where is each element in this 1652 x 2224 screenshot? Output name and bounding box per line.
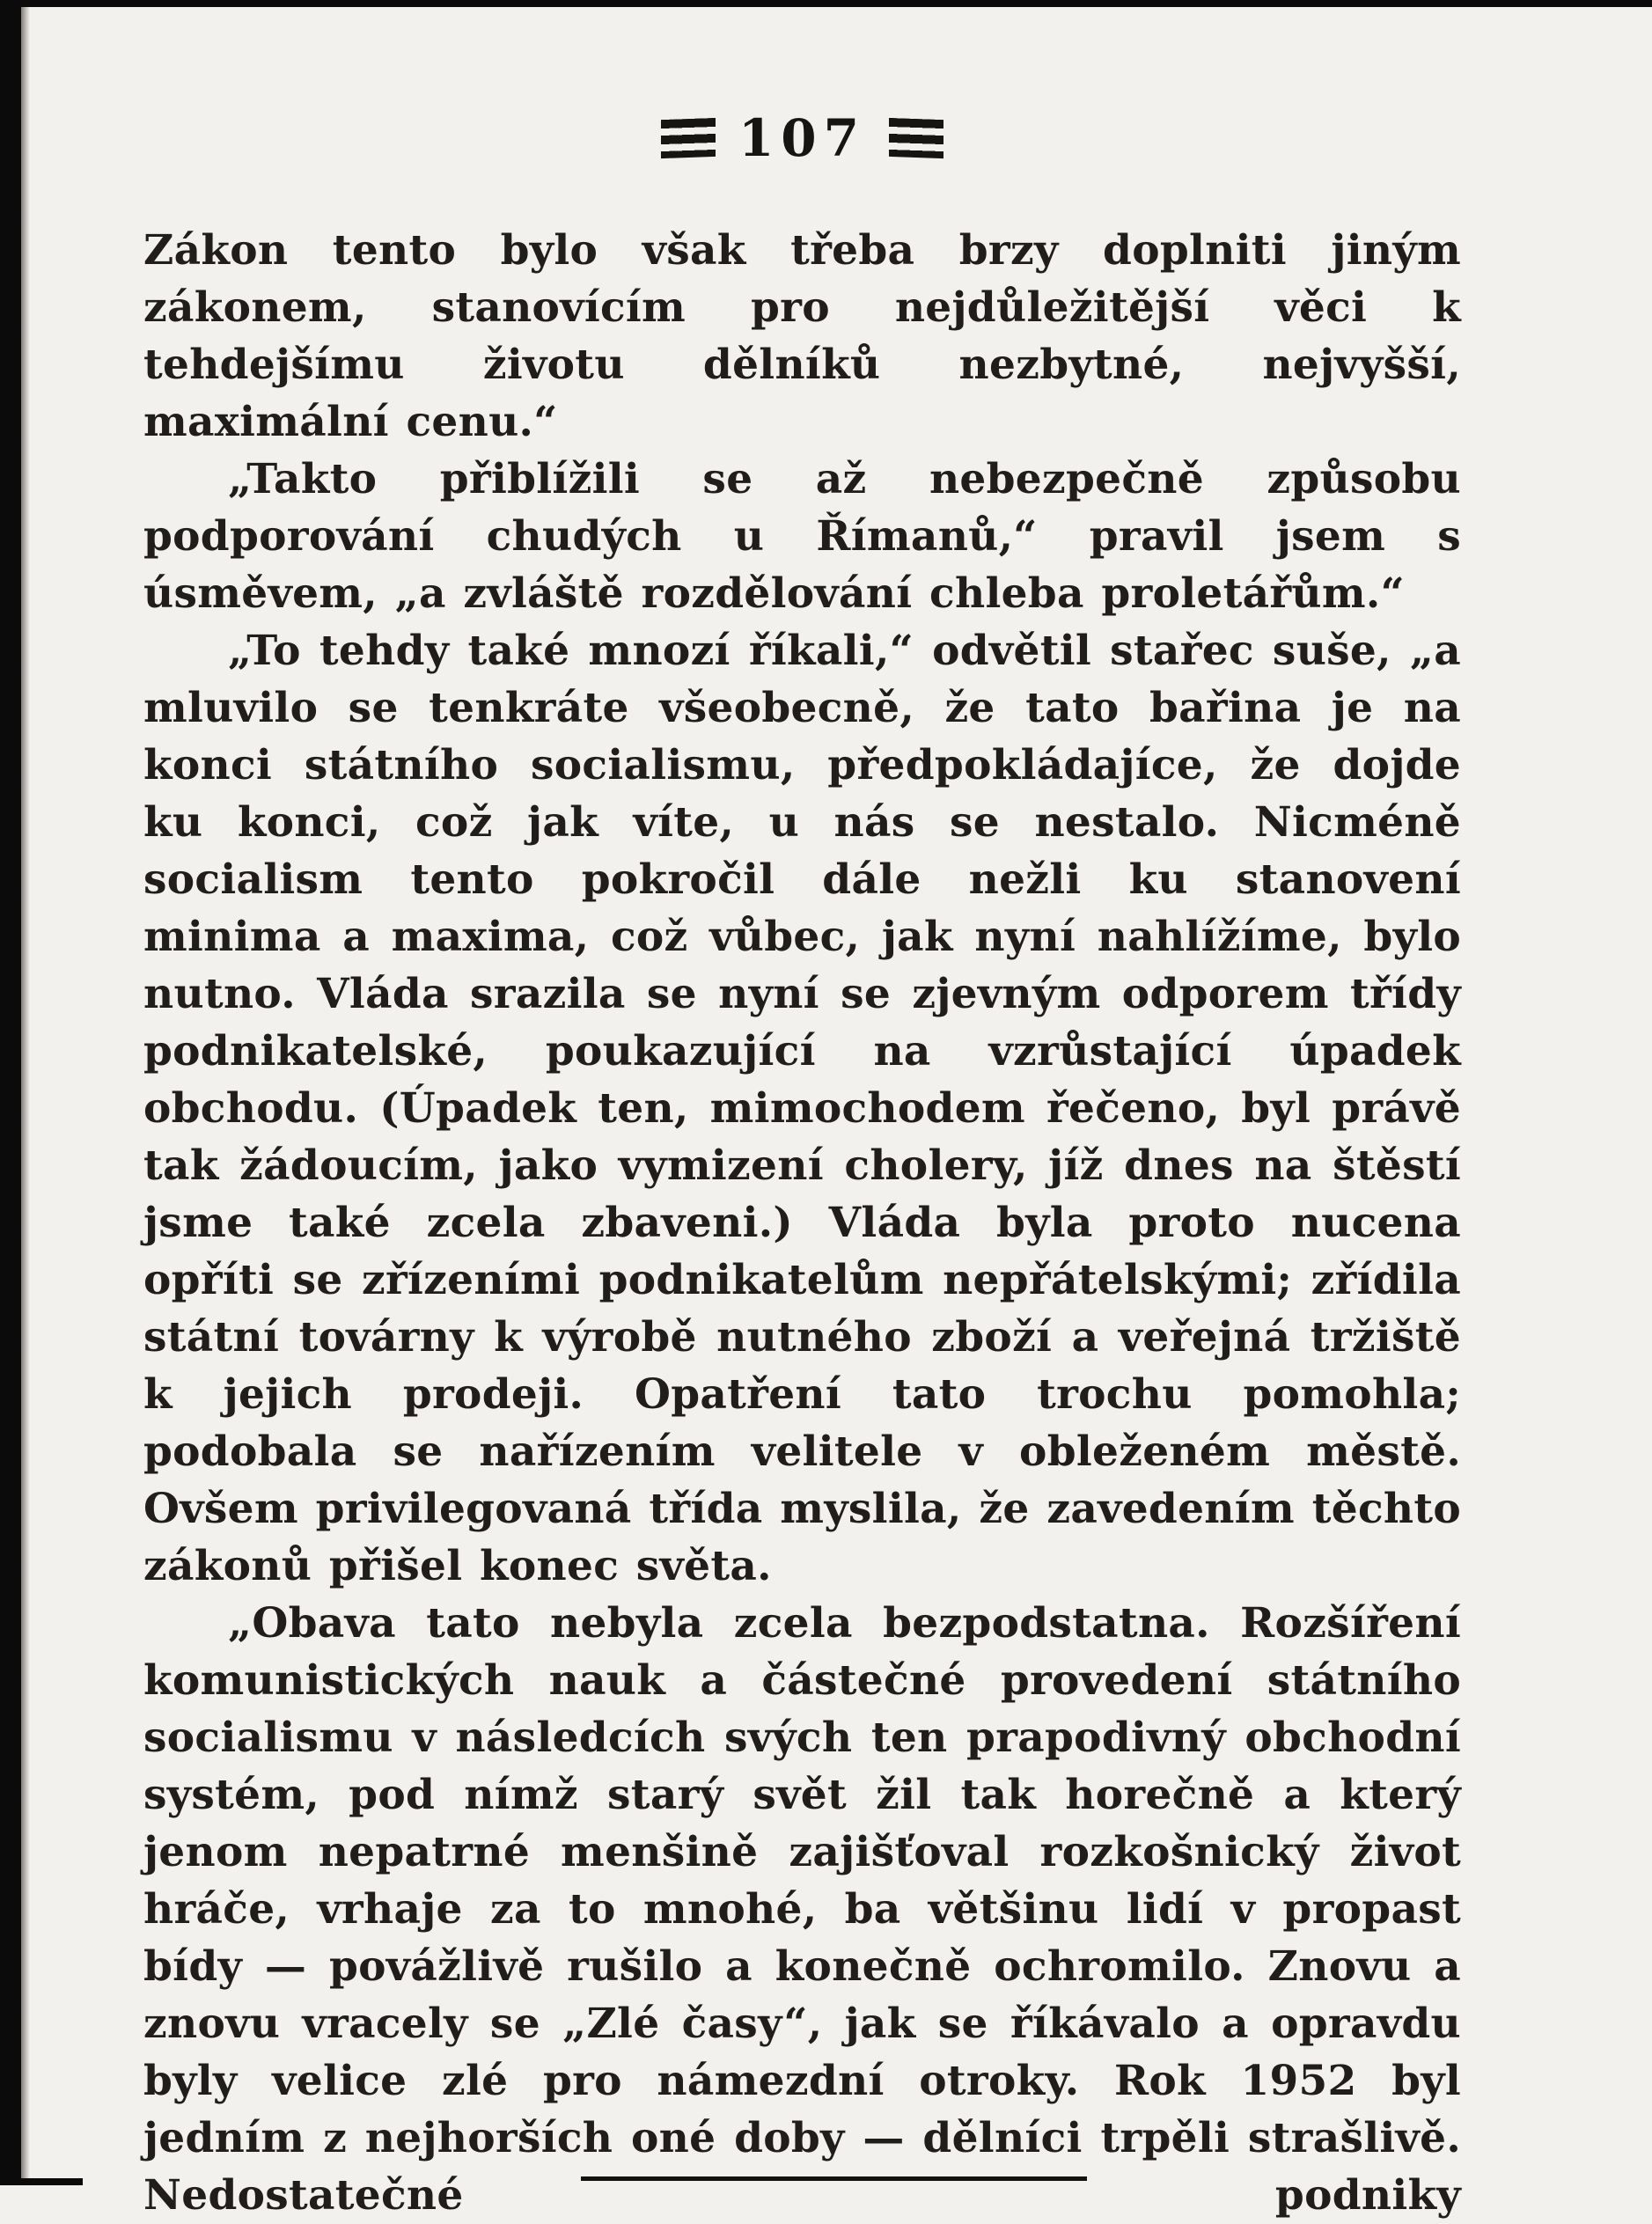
scan-edge-top [0, 0, 1652, 7]
body-paragraph: „Takto přiblížili se až nebezpečně způsobu podporování chudých u Římanů,“ pravil jsem s úsměvem, „a zvláště rozdělování chleba proletářům.“ [143, 455, 1461, 618]
triple-bar-icon [889, 118, 943, 158]
scan-edge-left-shadow [21, 0, 30, 2185]
body-paragraph: Zákon tento bylo však třeba brzy doplniti jiným zákonem, stanovícím pro nejdůležitější věci k tehdejšímu životu dělníků nezbytné, nejvyšší, maximální cenu.“ [143, 226, 1461, 446]
body-paragraph: „To tehdy také mnozí říkali,“ odvětil stařec suše, „a mluvilo se tenkráte všeobecně, že tato bařina je na konci státního socialismu, předpokládajíce, že dojde ku konci, což jak víte, u nás se nestalo. Nicméně socialism tento pokročil dále nežli ku stanovení minima a maxima, což vůbec, jak nyní nahlížíme, bylo nutno. Vláda srazila se nyní se zjevným odporem třídy podnikatelské, poukazující na vzrůstající úpadek obchodu. (Úpadek ten, mimochodem řečeno, byl právě tak žádoucím, jako vymizení cholery, jíž dnes na štěstí jsme také zcela zbaveni.) Vláda byla proto nucena opříti se zřízeními podnikatelům nepřátelskými; zřídila státní továrny k výrobě nutného zboží a veřejná tržiště k jejich prodeji. Opatření tato trochu pomohla; podobala se nařízením velitele v obleženém městě. Ovšem privilegovaná třída myslila, že zavedením těchto zákonů přišel konec světa. [143, 627, 1461, 1590]
page-number: 107 [738, 108, 867, 168]
page-header [143, 108, 1461, 168]
triple-bar-icon [661, 118, 716, 158]
page-text-block [143, 222, 1461, 2224]
scan-edge-bottom-corner [21, 2178, 83, 2185]
body-paragraph: „Obava tato nebyla zcela bezpodstatna. Rozšíření komunistických nauk a částečné provedení státního socialismu v následcích svých ten prapodivný obchodní systém, pod nímž starý svět žil tak horečně a který jenom nepatrné menšině zajišťoval rozkošnický život hráče, vrhaje za to mnohé, ba většinu lidí v propast bídy — povážlivě rušilo a konečně ochromilo. Znovu a znovu vracely se „Zlé časy“, jak se říkávalo a opravdu byly velice zlé pro námezdní otroky. Rok 1952 byl jedním z nejhorších oné doby — dělníci trpěli strašlivě. Nedostatečné podniky [143, 1599, 1461, 2220]
scan-edge-left [0, 0, 21, 2185]
